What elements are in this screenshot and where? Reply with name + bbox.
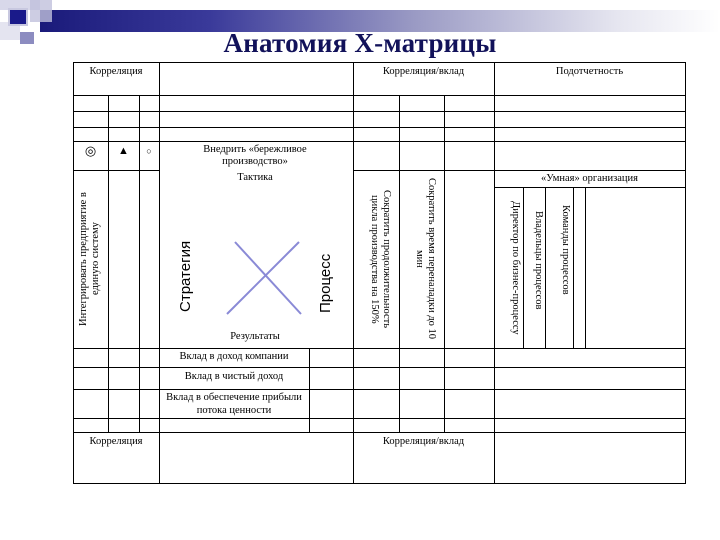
grid-line [353,62,354,484]
grid-line [494,187,686,188]
header-accountability: Подотчетность [555,66,624,77]
results-label: Результаты [230,331,280,342]
grid-line [73,62,686,63]
header-correlation-contribution: Корреляция/вклад [382,66,465,77]
grid-line [685,62,686,484]
header-correlation: Корреляция [89,66,143,77]
grid-line [444,95,445,432]
weak-correlation-icon: ○ [146,146,152,156]
grid-line [159,62,160,484]
medium-correlation-icon: ▲ [118,145,129,157]
grid-line [73,483,686,484]
role-item: Директор по бизнес-процессу [510,201,521,335]
footer-correlation-contribution: Корреляция/вклад [382,436,465,447]
grid-line [73,418,686,419]
grid-line [573,187,574,348]
grid-line [73,95,686,96]
grid-line [494,62,495,484]
organization-label: «Умная» организация [541,173,638,184]
tactics-label: Тактика [237,172,273,183]
grid-line [545,187,546,348]
grid-line [73,348,686,349]
grid-line [73,111,686,112]
grid-line [73,389,686,390]
strong-correlation-icon: ◎ [84,143,97,158]
strategy-label: Стратегия [177,240,194,312]
result-item: Вклад в чистый доход [184,371,284,382]
result-item: Вклад в доход компании [179,351,289,362]
role-item: Владельцы процессов [533,210,544,310]
grid-line [73,170,159,171]
footer-correlation: Корреляция [89,436,143,447]
grid-line [73,367,686,368]
grid-line [73,62,74,484]
process-item: Сократить время переналадки до 10 мин [414,178,437,340]
grid-line [353,170,686,171]
grid-line [73,432,686,433]
process-item: Сократить продолжительность цикла производства на 150% [369,189,392,329]
process-label: Процесс [317,253,334,313]
page-title: Анатомия X-матрицы [223,28,497,58]
x-cross-icon [225,238,305,318]
result-item: Вклад в обеспечение прибыли потока ценности [166,392,302,416]
grid-line [585,187,586,348]
tactic-item: Внедрить «бережливое производство» [203,144,307,167]
decor-square-dark [8,8,28,26]
grid-line [309,348,310,432]
role-item: Команды процессов [560,205,571,295]
grid-line [73,127,686,128]
grid-line [73,141,686,142]
grid-line [399,95,400,432]
strategy-item: Интегрировать предприятие в единую систему [78,192,101,326]
decor-square [30,0,52,22]
